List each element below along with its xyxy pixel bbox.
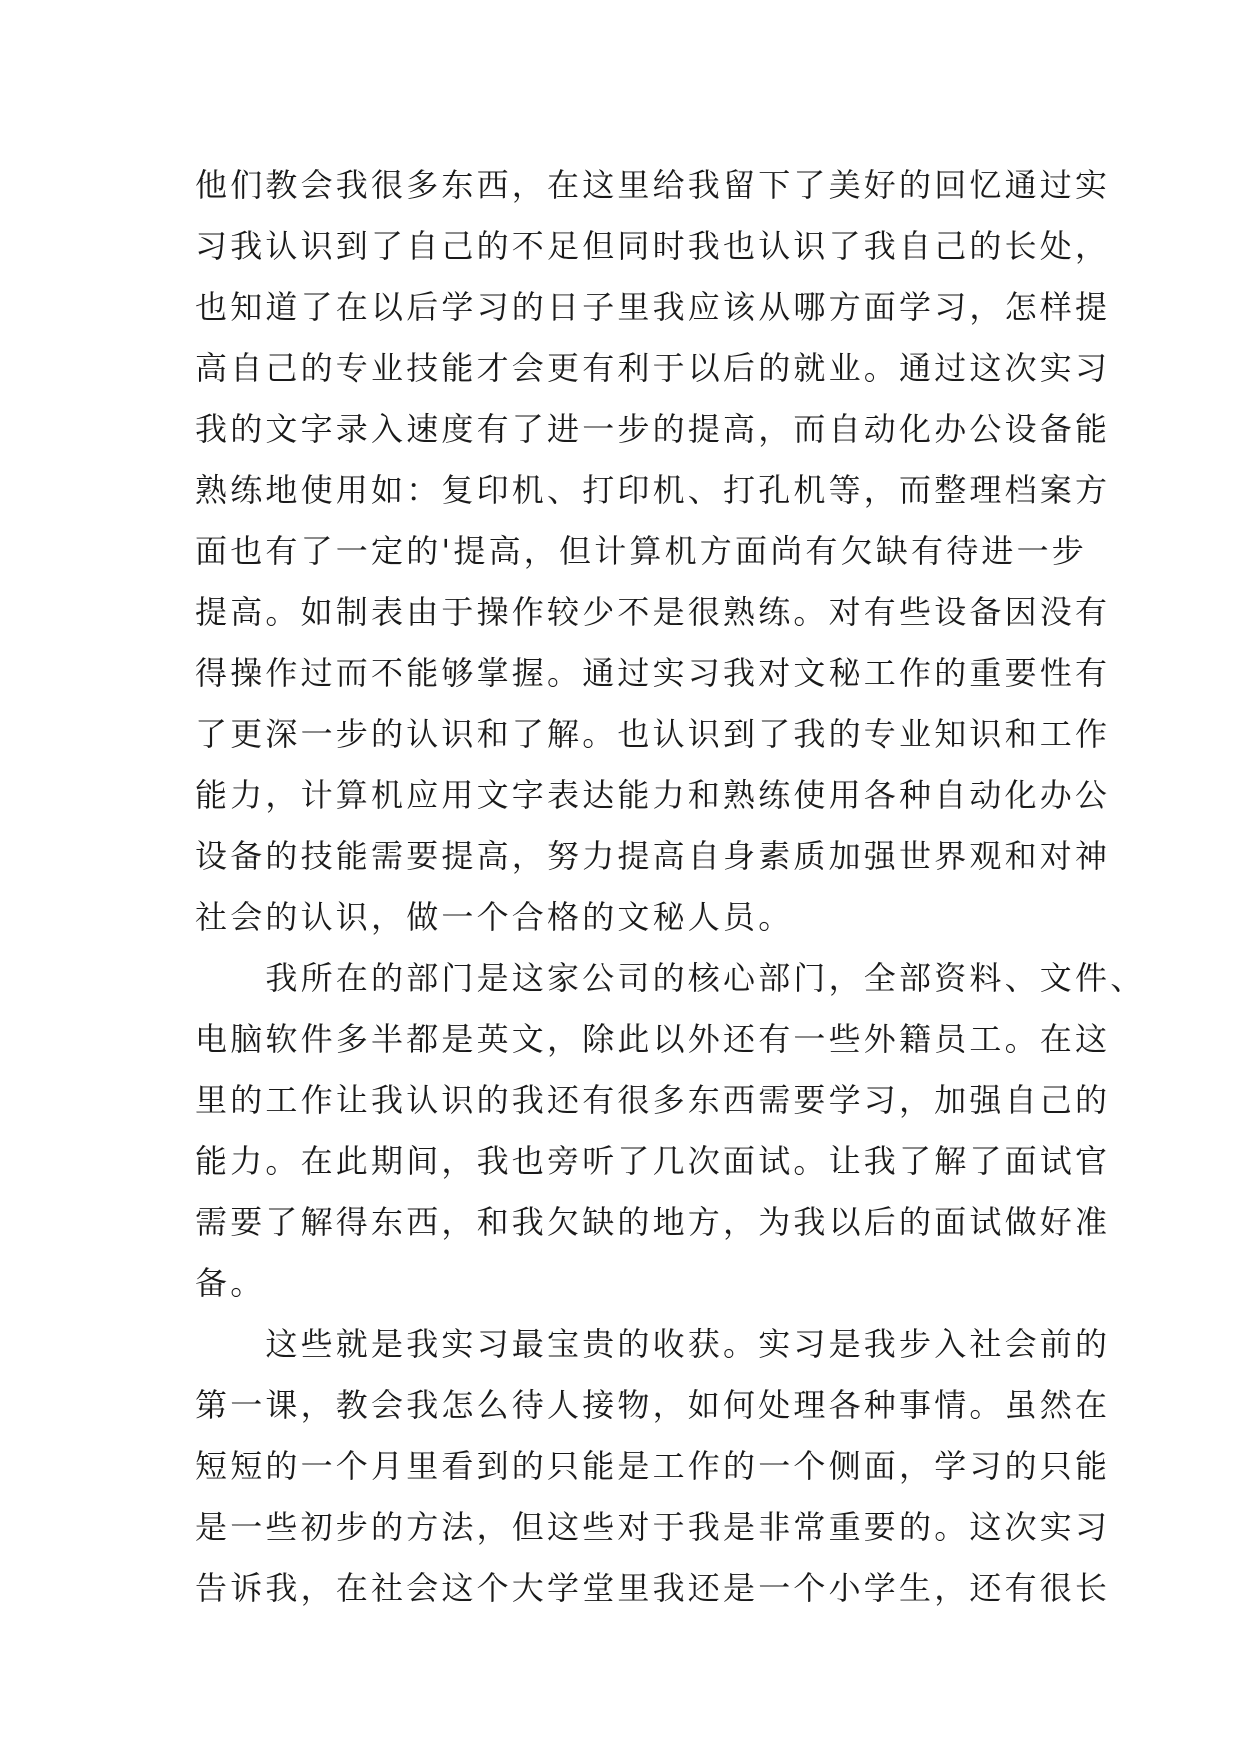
- text-line: 面也有了一定的'提高，但计算机方面尚有欠缺有待进一步: [195, 532, 1087, 570]
- text-line: 能力，计算机应用文字表达能力和熟练使用各种自动化办公: [195, 776, 1111, 814]
- text-line: 也知道了在以后学习的日子里我应该从哪方面学习，怎样提: [195, 288, 1111, 326]
- text-line: 电脑软件多半都是英文，除此以外还有一些外籍员工。在这: [195, 1020, 1111, 1058]
- text-line: 了更深一步的认识和了解。也认识到了我的专业知识和工作: [195, 715, 1111, 753]
- text-line: 短短的一个月里看到的只能是工作的一个侧面，学习的只能: [195, 1447, 1111, 1485]
- text-line: 社会的认识，做一个合格的文秘人员。: [195, 898, 794, 936]
- text-line: 高自己的专业技能才会更有利于以后的就业。通过这次实习: [195, 349, 1111, 387]
- text-line: 我的文字录入速度有了进一步的提高，而自动化办公设备能: [195, 410, 1111, 448]
- paragraph-first-line: 我所在的部门是这家公司的核心部门，全部资料、文件、: [195, 959, 1146, 997]
- text-line: 告诉我，在社会这个大学堂里我还是一个小学生，还有很长: [195, 1569, 1111, 1607]
- text-line: 习我认识到了自己的不足但同时我也认识了我自己的长处，: [195, 227, 1111, 265]
- body-text: [195, 155, 1146, 1619]
- text-line: 第一课，教会我怎么待人接物，如何处理各种事情。虽然在: [195, 1386, 1111, 1424]
- text-line: 备。: [195, 1264, 266, 1302]
- text-line: 里的工作让我认识的我还有很多东西需要学习，加强自己的: [195, 1081, 1111, 1119]
- text-line: 能力。在此期间，我也旁听了几次面试。让我了解了面试官: [195, 1142, 1111, 1180]
- text-line: 设备的技能需要提高，努力提高自身素质加强世界观和对神: [195, 837, 1111, 875]
- paragraph-first-line: 这些就是我实习最宝贵的收获。实习是我步入社会前的: [195, 1325, 1111, 1363]
- text-line: 是一些初步的方法，但这些对于我是非常重要的。这次实习: [195, 1508, 1111, 1546]
- text-line: 得操作过而不能够掌握。通过实习我对文秘工作的重要性有: [195, 654, 1111, 692]
- text-line: 熟练地使用如：复印机、打印机、打孔机等，而整理档案方: [195, 471, 1111, 509]
- text-line: 提高。如制表由于操作较少不是很熟练。对有些设备因没有: [195, 593, 1111, 631]
- text-line: 他们教会我很多东西，在这里给我留下了美好的回忆通过实: [195, 166, 1111, 204]
- text-line: 需要了解得东西，和我欠缺的地方，为我以后的面试做好准: [195, 1203, 1111, 1241]
